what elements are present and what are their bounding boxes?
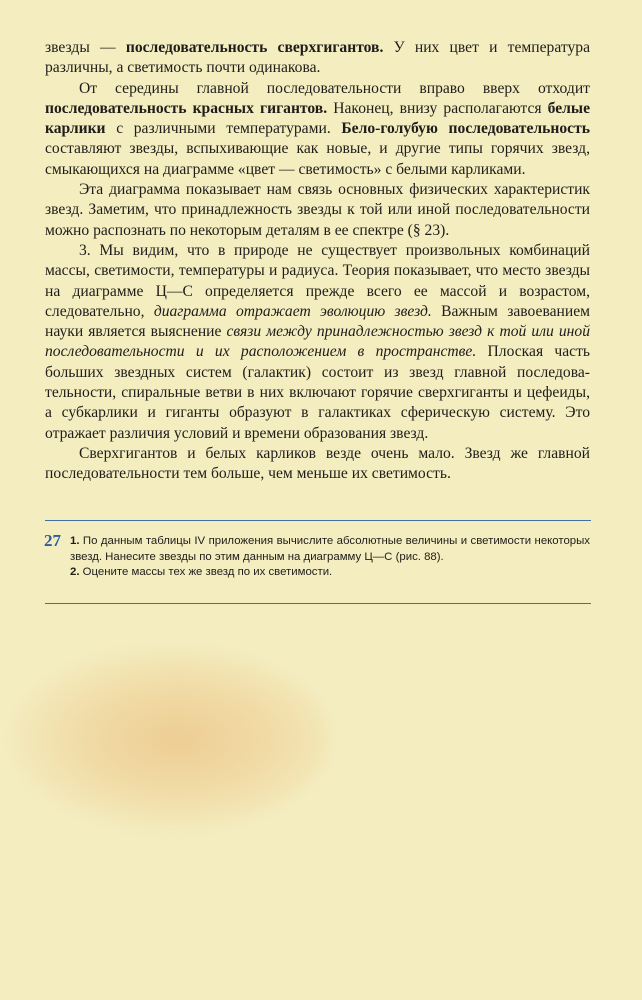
exercise-top-rule (45, 520, 591, 521)
paragraph-4: 3. Мы видим, что в природе не существует произвольных комбинаций массы, светимости, температуры и радиуса. Теория показывает, что место звезды на диаграмме Ц—С определяется прежде всего ее массой и возрастом, следовательно, диаграмма отражает эволюцию звезд. Важным завоеванием науки является выяснение связи между принадлежностью звезд к той или иной последовательности и их расположением в пространстве. Плоская часть больших звездных систем (галактик) состоит из звезд главной последовательности, спиральные ветви в них включают горячие сверхгиганты и цефеиды, а субкарлики и гиганты образуют в галактиках сферическую систему. Это отражает различия условий и времени образования звезд. (45, 241, 591, 442)
paper-stain (12, 648, 330, 830)
paragraph-3: Эта диаграмма показывает нам связь основных физических характеристик звезд. Заметим, что принадлежность звезды к той или иной последовательности можно распознать по некоторым деталям в ее спектре (§ 23). (45, 181, 590, 239)
paragraph-1: звезды — последовательность сверхгигантов. У них цвет и температура различны, а светимость почти одинакова. (45, 39, 590, 77)
paragraph-2: От середины главной последовательности вправо вверх отходит последовательность красных гигантов. Наконец, внизу располагаются белые карлики с различными температурами. Бело-голубую последовательность составляют звезды, вспыхивающие как новые, и другие типы горячих звезд, смыкающихся на диаграмме «цвет — светимость» с белыми карликами. (45, 79, 590, 178)
main-text (45, 38, 590, 485)
exercise-tasks (70, 534, 590, 581)
exercise-task-2: 2. Оцените массы тех же звезд по их светимости. (70, 566, 333, 579)
exercise-bottom-rule (45, 603, 591, 604)
exercise-number: 27 (44, 531, 61, 550)
exercise-task-1: 1. По данным таблицы IV приложения вычислите абсолютные величины и светимости некоторых звезд. Нанесите звезды по этим данным на диаграмму Ц—С (рис. 88). (70, 535, 590, 563)
paragraph-5: Сверхгигантов и белых карликов везде очень мало. Звезд же главной последовательности тем больше, чем меньше их светимость. (45, 444, 590, 483)
